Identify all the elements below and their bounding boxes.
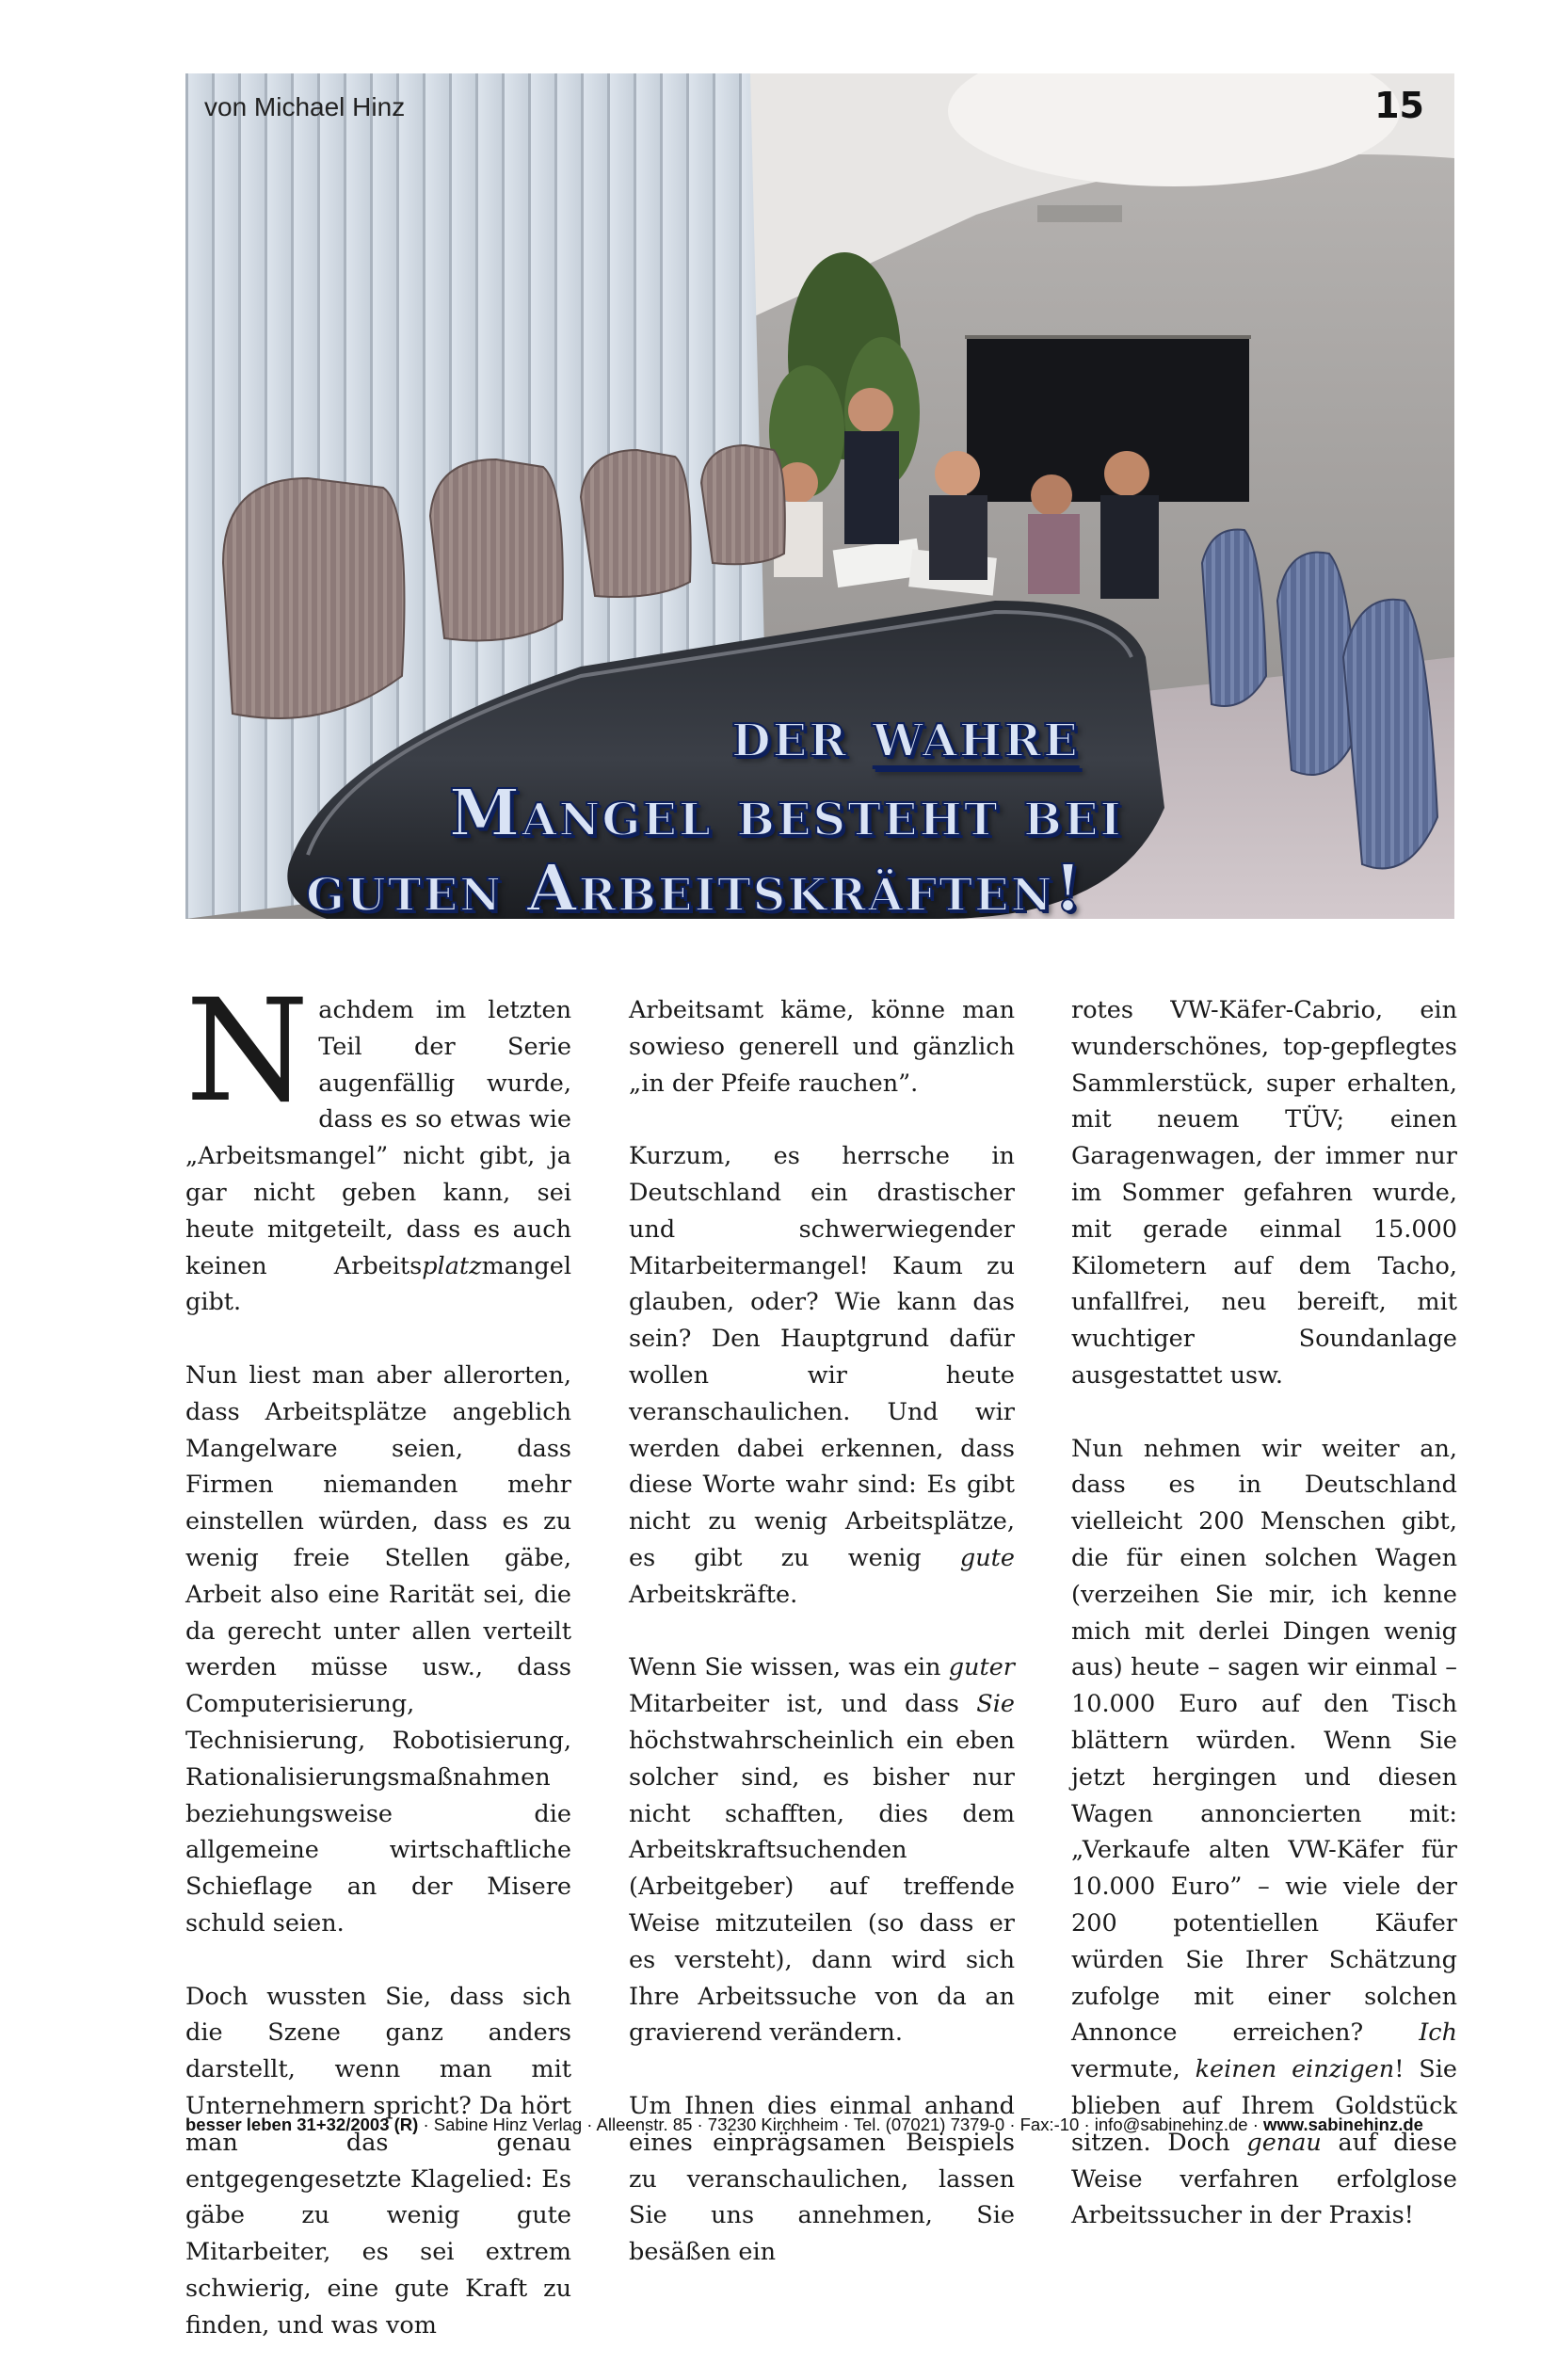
emphasis: platz (422, 1251, 482, 1280)
paragraph-text: mangel gibt. (185, 1251, 571, 1317)
paragraph-text: Kurzum, es herrsche in Deutschland ein drastischer und schwerwiegender Mitarbeitermangel! Kaum zu glauben, oder? Wie kann das sein? Den Hauptgrund dafür wollen wir heute veranschaulichen. Und wir werden dabei erkennen, dass diese Worte wahr sind: Es gibt nicht zu wenig Arbeitsplätze, es gibt zu wenig (629, 1142, 1015, 1572)
drop-cap: N (185, 970, 310, 1134)
headline-emphasis: wahre (872, 697, 1080, 772)
footer-website-link[interactable]: www.sabinehinz.de (1263, 2115, 1423, 2134)
page-footer (185, 2115, 1458, 2135)
headline-text: der (731, 697, 873, 772)
headline-line-2: Mangel besteht bei (449, 776, 1123, 851)
headline-line-3 (306, 851, 1084, 919)
emphasis: keinen einzigen (1195, 2055, 1395, 2084)
paragraph (185, 970, 571, 1321)
author-byline: von Michael Hinz (204, 92, 406, 121)
footer-publisher-info: · Sabine Hinz Verlag · Alleenstr. 85 · 73230 Kirchheim · Tel. (07021) 7379-0 · Fax:-10 · info@sabinehinz.de · (418, 2115, 1264, 2134)
emphasis: Sie (976, 1690, 1015, 1719)
header-photo (185, 73, 1454, 919)
page-number: 15 (1374, 85, 1424, 126)
paragraph-text: Mitarbeiter ist, und dass (629, 1690, 977, 1719)
paragraph (629, 1138, 1015, 1613)
headline-text: Arbeitskräften! (503, 851, 1084, 919)
paragraph-text: ! Sie blieben auf Ihrem Goldstück sitzen. Doch (1071, 2055, 1458, 2157)
headline (185, 619, 1454, 919)
emphasis: Ich (1419, 2018, 1457, 2048)
paragraph (629, 1649, 1015, 2051)
paragraph-text: auf diese Weise verfahren erfolglose Arbeitssucher in der Praxis! (1071, 2128, 1457, 2230)
paragraph: Doch wussten Sie, dass sich die Szene ganz anders darstellt, wenn man mit Unternehmern spricht? Da hört man das genau entgegengesetzte Klagelied: Es gäbe zu wenig gute Mitarbeiter, es sei extrem schwierig, eine gute Kraft zu finden, und was vom (185, 1982, 571, 2340)
emphasis: guter (948, 1653, 1015, 1682)
paragraph-text: vermute, (1071, 2055, 1196, 2084)
headline-emphasis: guten (306, 851, 504, 919)
paragraph-text: Arbeitskräfte. (629, 1580, 798, 1609)
paragraph: Arbeitsamt käme, könne man sowieso generell und gänzlich „in der Pfeife rauchen”. (629, 996, 1015, 1098)
footer-issue: besser leben 31+32/2003 (R) (185, 2115, 419, 2134)
article-column-1 (185, 970, 571, 2380)
paragraph: Um Ihnen dies einmal anhand eines einprägsamen Beispiels zu veranschaulichen, lassen Sie uns annehmen, Sie besäßen ein (629, 2091, 1015, 2267)
paragraph-text: höchstwahrscheinlich ein eben solcher sind, es bisher nur nicht schafften, dies dem Arbeitskraftsuchenden (Arbeitgeber) auf treffende Weise mitzuteilen (so dass er es versteht), dann wird sich Ihre Arbeitssuche von da an gravierend verändern. (629, 1726, 1015, 2048)
article-column-2 (629, 992, 1015, 2308)
paragraph: Nun liest man aber allerorten, dass Arbeitsplätze angeblich Mangelware seien, dass Firmen niemanden mehr einstellen würden, dass es zu wenig freie Stellen gäbe, Arbeit also eine Rarität sei, die da gerecht unter allen verteilt werden müsse usw., dass Computerisierung, Technisierung, Robotisierung, Rationalisierungsmaßnahmen beziehungsweise die allgemeine wirtschaftliche Schieflage an der Misere schuld seien. (185, 1360, 571, 1938)
paragraph: rotes VW-Käfer-Cabrio, ein wunderschönes, top-gepflegtes Sammlerstück, super erhalten, mit neuem TÜV; einen Garagenwagen, der immer nur im Sommer gefahren wurde, mit gerade einmal 15.000 Kilometern auf dem Tacho, unfallfrei, neu bereift, mit wuchtiger Soundanlage ausgestattet usw. (1071, 996, 1457, 1390)
article-column-3 (1071, 992, 1457, 2271)
paragraph-text: achdem im letzten Teil der Serie augenfällig wurde, dass es so etwas wie „Arbeitsmangel” nicht gibt, ja gar nicht geben kann, sei heute mitgeteilt, dass es auch keinen Arbeits (185, 996, 571, 1280)
headline-line-1 (731, 697, 1080, 772)
paragraph-text: Nun nehmen wir weiter an, dass es in Deutschland vielleicht 200 Menschen gibt, die für einen solchen Wagen (verzeihen Sie mir, ich kenne mich mit derlei Dingen wenig aus) heute – sagen wir einmal – 10.000 Euro auf den Tisch blättern würden. Wenn Sie jetzt hergingen und diesen Wagen annoncierten mit: „Verkaufe alten VW-Käfer für 10.000 Euro” – wie viele der 200 potentiellen Käufer würden Sie Ihrer Schätzung zufolge mit einer solchen Annonce erreichen? (1071, 1434, 1457, 2048)
emphasis: gute (959, 1543, 1015, 1572)
emphasis: genau (1246, 2128, 1322, 2157)
paragraph-text: Wenn Sie wissen, was ein (629, 1653, 949, 1682)
